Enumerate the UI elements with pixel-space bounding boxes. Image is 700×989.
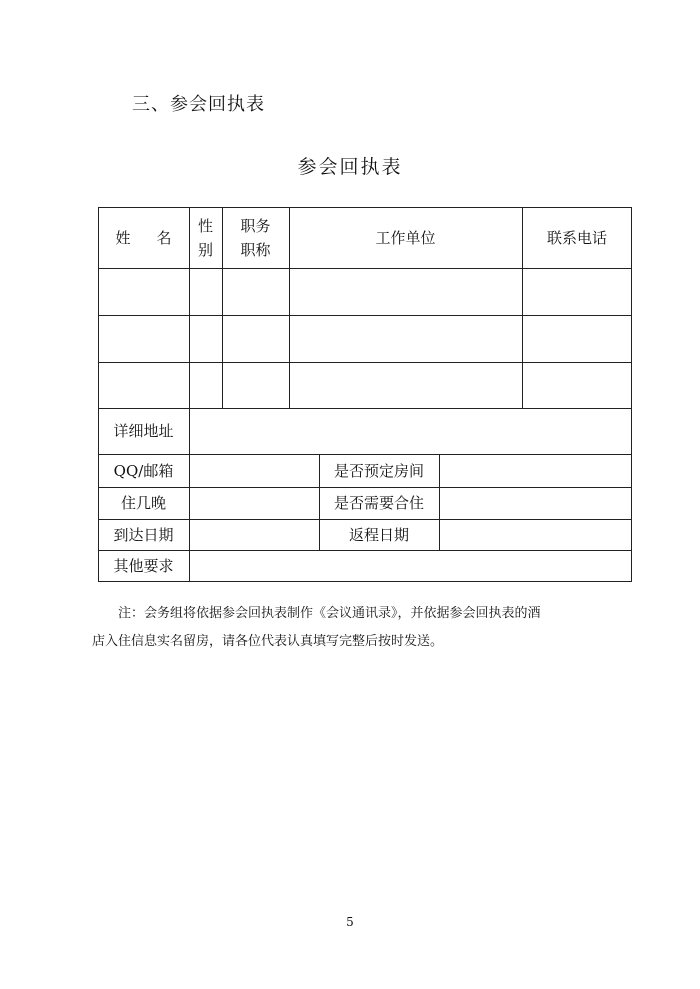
section-heading: 三、参会回执表: [132, 94, 265, 115]
other-requirements-field[interactable]: [190, 551, 631, 581]
header-position: [222, 207, 289, 268]
label-other-requirements: 其他要求: [113, 556, 174, 575]
footnote-line-2: 店入住信息实名留房，请各位代表认真填写完整后按时发送。: [92, 634, 444, 649]
rsvp-form-table: [98, 207, 632, 582]
label-book-room: 是否预定房间: [333, 461, 424, 480]
table-rule: [98, 581, 632, 582]
entry-position-field[interactable]: [223, 269, 289, 315]
entry-phone-field[interactable]: [523, 269, 631, 315]
arrival-date-field[interactable]: [190, 520, 319, 550]
label-return-date: 返程日期: [348, 525, 409, 544]
entry-name-field[interactable]: [99, 316, 189, 362]
entry-work-unit-field[interactable]: [290, 363, 522, 408]
entry-phone-field[interactable]: [523, 316, 631, 362]
qq-email-field[interactable]: [190, 455, 319, 487]
header-name-char2: 名: [156, 228, 172, 247]
entry-gender-field[interactable]: [190, 316, 222, 362]
nights-field[interactable]: [190, 488, 319, 519]
entry-position-field[interactable]: [223, 316, 289, 362]
entry-gender-field[interactable]: [190, 269, 222, 315]
header-name-char1: 姓: [115, 228, 131, 247]
footnote-line-1: 注：会务组将依据参会回执表制作《会议通讯录》，并依据参会回执表的酒: [118, 606, 541, 621]
label-arrival-date: 到达日期: [113, 525, 174, 544]
label-nights: 住几晚: [120, 494, 166, 512]
footnote: [92, 600, 642, 656]
header-phone: 联系电话: [546, 228, 607, 247]
entry-name-field[interactable]: [99, 269, 189, 315]
header-gender-line2: 别: [197, 240, 213, 259]
form-title: 参会回执表: [297, 156, 403, 178]
page-number: 5: [346, 915, 354, 929]
label-share-room: 是否需要合住: [333, 494, 424, 512]
entry-work-unit-field[interactable]: [290, 269, 522, 315]
header-name: [98, 207, 189, 268]
header-gender: [189, 207, 222, 268]
entry-name-field[interactable]: [99, 363, 189, 408]
address-field[interactable]: [190, 409, 631, 454]
header-position-line1: 职务: [240, 216, 271, 235]
header-gender-line1: 性: [197, 216, 213, 235]
header-position-line2: 职称: [240, 240, 271, 259]
return-date-field[interactable]: [440, 520, 631, 550]
entry-position-field[interactable]: [223, 363, 289, 408]
entry-phone-field[interactable]: [523, 363, 631, 408]
share-room-field[interactable]: [440, 488, 631, 519]
label-qq-email: QQ/邮箱: [113, 461, 174, 480]
header-work-unit: 工作单位: [375, 228, 436, 247]
label-address: 详细地址: [113, 422, 174, 440]
book-room-field[interactable]: [440, 455, 631, 487]
entry-work-unit-field[interactable]: [290, 316, 522, 362]
entry-gender-field[interactable]: [190, 363, 222, 408]
